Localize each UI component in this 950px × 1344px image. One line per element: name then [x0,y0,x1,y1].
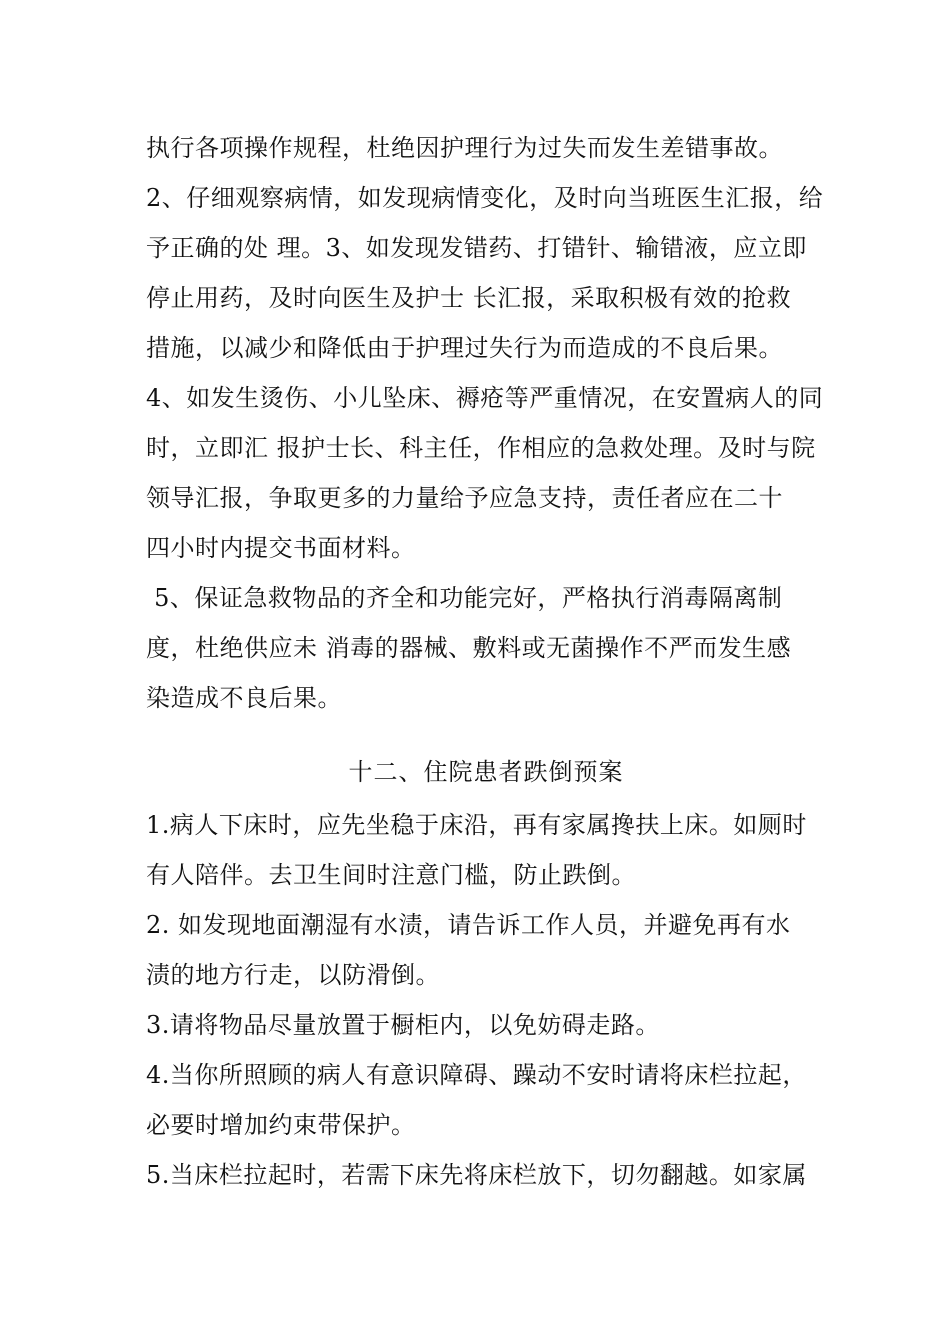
text-line: 5.当床栏拉起时，若需下床先将床栏放下，切勿翻越。如家属 [146,1161,807,1189]
text-line: 予正确的处 理。3、如发现发错药、打错针、输错液，应立即 [146,234,807,262]
text-line: 1.病人下床时，应先坐稳于床沿，再有家属搀扶上床。如厕时 [146,811,807,839]
text-line: 执行各项操作规程，杜绝因护理行为过失而发生差错事故。 [146,134,783,162]
text-line: 4、如发生烫伤、小儿坠床、褥疮等严重情况，在安置病人的同 [146,384,824,412]
text-line: 渍的地方行走，以防滑倒。 [146,961,440,989]
text-line: 染造成不良后果。 [146,684,342,712]
text-line: 措施，以减少和降低由于护理过失行为而造成的不良后果。 [146,334,783,362]
text-line: 有人陪伴。去卫生间时注意门槛，防止跌倒。 [146,861,636,889]
text-line: 领导汇报，争取更多的力量给予应急支持，责任者应在二十 [146,484,783,512]
text-line: 停止用药，及时向医生及护士 长汇报，采取积极有效的抢救 [146,284,792,312]
text-line: 5、保证急救物品的齐全和功能完好，严格执行消毒隔离制 [146,584,783,612]
section-title: 十二、住院患者跌倒预案 [348,758,624,786]
text-line: 时，立即汇 报护士长、科主任，作相应的急救处理。及时与院 [146,434,816,462]
text-line: 4.当你所照顾的病人有意识障碍、躁动不安时请将床栏拉起， [146,1061,807,1089]
text-line: 四小时内提交书面材料。 [146,534,416,562]
text-line: 度，杜绝供应未 消毒的器械、敷料或无菌操作不严而发生感 [146,634,792,662]
text-line: 3.请将物品尽量放置于橱柜内，以免妨碍走路。 [146,1011,660,1039]
text-line: 必要时增加约束带保护。 [146,1111,416,1139]
text-line: 2. 如发现地面潮湿有水渍，请告诉工作人员，并避免再有水 [146,911,791,939]
text-line: 2、仔细观察病情，如发现病情变化，及时向当班医生汇报，给 [146,184,824,212]
